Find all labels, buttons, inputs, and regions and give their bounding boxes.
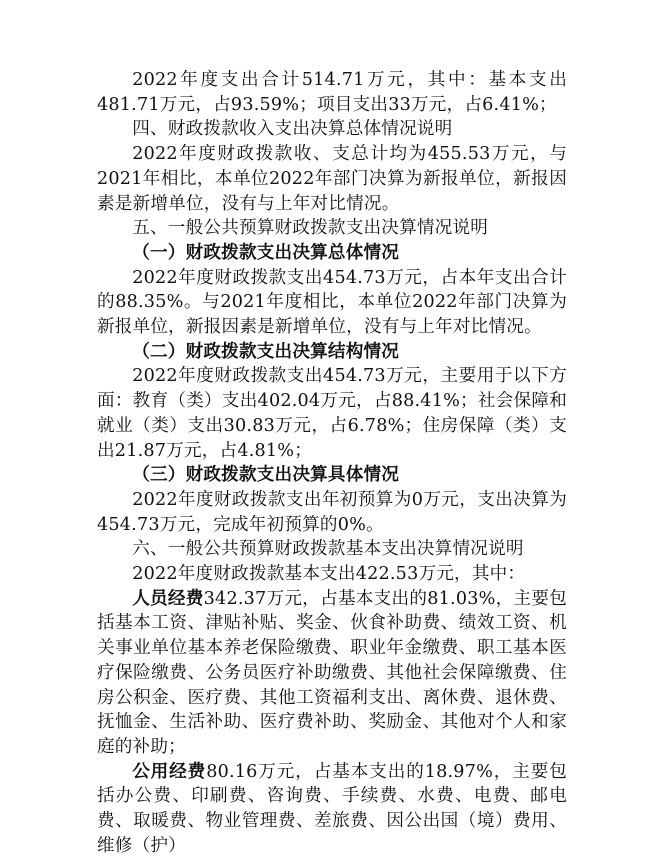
- personnel-expense-text: 342.37万元，占基本支出的81.03%，主要包括基本工资、津贴补贴、奖金、伙食补助费、绩效工资、机关事业单位基本养老保险缴费、职业年金缴费、职工基本医疗保险缴费、公务员医疗补助缴费、其他社会保障缴费、住房公积金、医疗费、其他工资福利支出、离休费、退休费、抚恤金、生活补助、医疗费补助、奖励金、其他对个人和家庭的补助；: [97, 588, 567, 757]
- public-expense-label: 公用经费: [132, 761, 207, 782]
- paragraph-allocation-detail: 2022年度财政拨款支出年初预算为0万元，支出决算为454.73万元，完成年初预算的0%。: [97, 489, 567, 535]
- paragraph-allocation-overall: 2022年度财政拨款支出454.73万元，占本年支出合计的88.35%。与2021年度相比，本单位2022年部门决算为新报单位，新报因素是新增单位，没有与上年对比情况。: [97, 267, 567, 338]
- subheading-5-3: （三）财政拨款支出决算具体情况: [132, 465, 400, 486]
- subheading-5-2: （二）财政拨款支出决算结构情况: [132, 341, 400, 362]
- public-expense-text: 80.16万元，占基本支出的18.97%，主要包括办公费、印刷费、咨询费、手续费、水费、电费、邮电费、取暖费、物业管理费、差旅费、因公出国（境）费用、维修（护）: [97, 761, 567, 856]
- paragraph-public-expense: [97, 760, 567, 859]
- personnel-expense-label: 人员经费: [132, 588, 204, 609]
- paragraph-basic-expenditure: 2022年度财政拨款基本支出422.53万元，其中：: [132, 564, 526, 585]
- paragraph-personnel-expense: [97, 587, 567, 760]
- paragraph-allocation-structure: 2022年度财政拨款支出454.73万元，主要用于以下方面：教育（类）支出402.04万元，占88.41%；社会保障和就业（类）支出30.83万元，占6.78%；住房保障（类）支出21.87万元，占4.81%；: [97, 366, 567, 461]
- document-page: [97, 68, 567, 859]
- section-heading-6: 六、一般公共预算财政拨款基本支出决算情况说明: [132, 539, 524, 560]
- paragraph-fiscal-allocation-total: 2022年度财政拨款收、支总计均为455.53万元，与2021年相比，本单位2022年部门决算为新报单位，新报因素是新增单位，没有与上年对比情况。: [97, 144, 567, 214]
- section-heading-4: 四、财政拨款收入支出决算总体情况说明: [132, 119, 453, 140]
- subheading-5-1: （一）财政拨款支出决算总体情况: [132, 242, 400, 263]
- section-heading-5: 五、一般公共预算财政拨款支出决算情况说明: [132, 218, 489, 239]
- paragraph-total-expenditure: 2022年度支出合计514.71万元，其中：基本支出481.71万元，占93.59%；项目支出33万元，占6.41%；: [97, 70, 567, 115]
